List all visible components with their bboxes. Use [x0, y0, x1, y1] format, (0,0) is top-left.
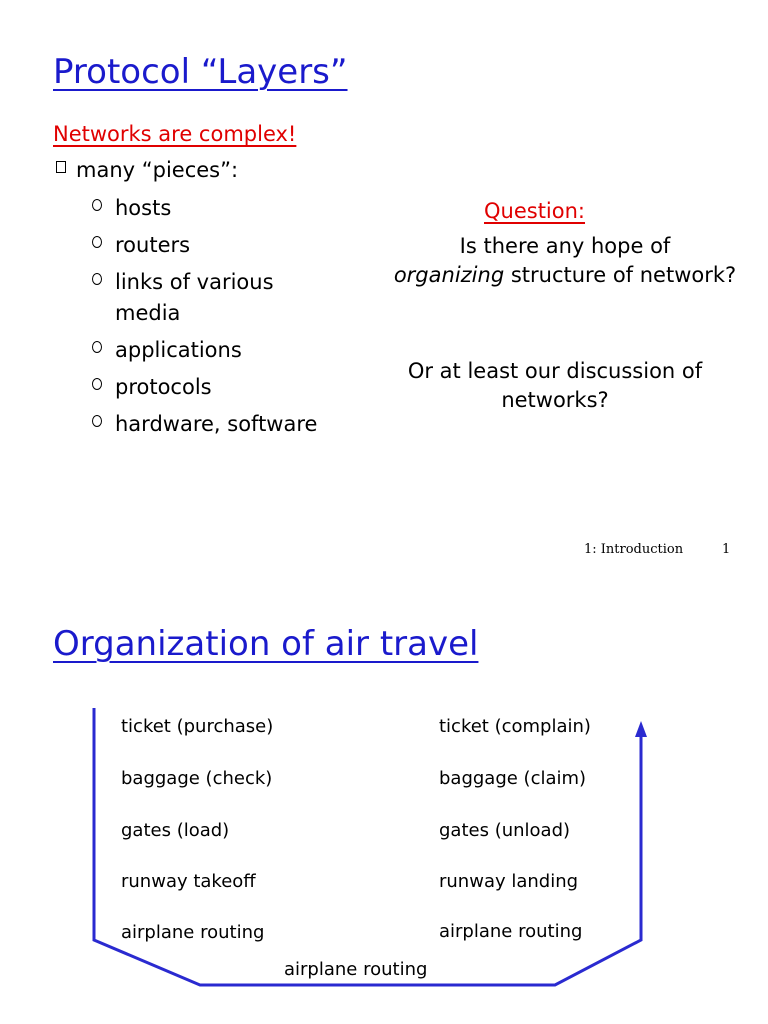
left-step: baggage (check): [121, 768, 273, 789]
list-item: hosts: [86, 193, 325, 224]
page-number: 1: [722, 542, 731, 557]
right-step: runway landing: [439, 871, 579, 892]
right-step: baggage (claim): [439, 768, 587, 789]
list-item: protocols: [86, 372, 325, 403]
right-step: ticket (complain): [439, 716, 591, 737]
question-text: Is there any hope of organizing structure of network?: [393, 234, 737, 287]
arrow-head-icon: [635, 721, 647, 737]
bullet-main-text: many “pieces”:: [76, 158, 239, 182]
left-step: gates (load): [121, 820, 230, 841]
slide-title: Protocol “Layers”: [53, 52, 348, 92]
slide-title: Organization of air travel: [53, 624, 479, 664]
list-item: routers: [86, 230, 325, 261]
question-text-2: Or at least our discussion of networks?: [407, 359, 703, 412]
question-heading: Question:: [484, 199, 586, 223]
right-step: airplane routing: [439, 921, 583, 942]
left-step: ticket (purchase): [121, 716, 274, 737]
list-item: links of various media: [86, 267, 325, 329]
bottom-step: airplane routing: [284, 959, 428, 980]
left-step: runway takeoff: [121, 871, 256, 892]
footer-label: 1: Introduction: [584, 542, 684, 557]
list-item: hardware, software: [86, 409, 325, 440]
flow-path: [94, 708, 641, 985]
left-step: airplane routing: [121, 922, 265, 943]
section-heading: Networks are complex!: [53, 122, 297, 146]
list-item: applications: [86, 335, 325, 366]
emphasis-text: organizing: [393, 263, 505, 287]
right-step: gates (unload): [439, 820, 571, 841]
